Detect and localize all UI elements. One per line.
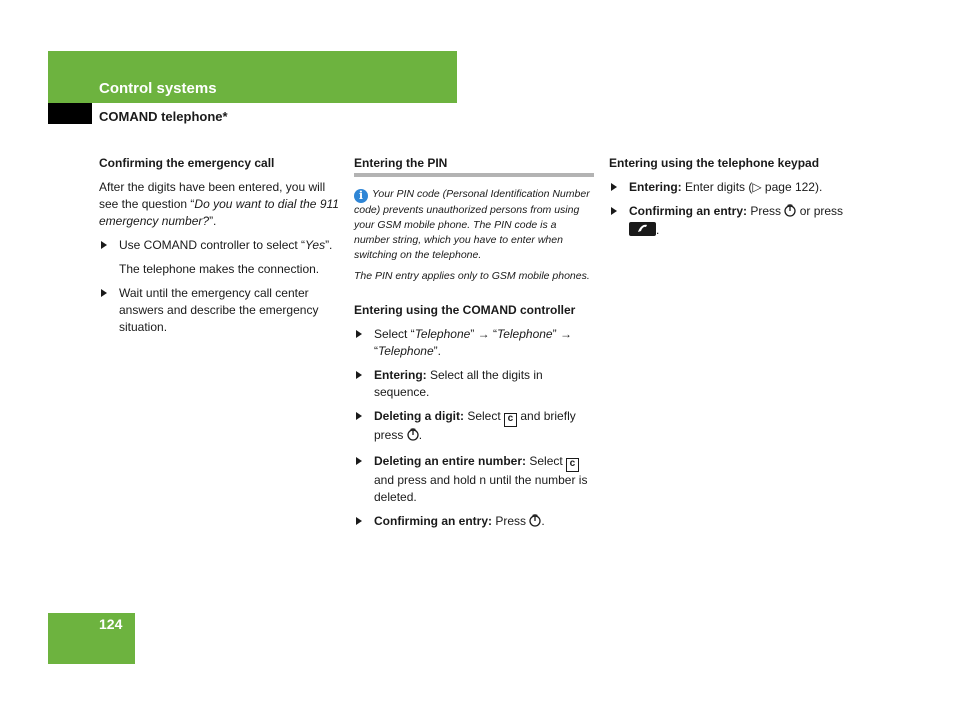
phone-send-key-icon xyxy=(629,222,656,236)
step-deleting-digit xyxy=(354,408,594,446)
step-text-end: ”. xyxy=(433,344,441,358)
menu-telephone-1: Telephone xyxy=(414,327,471,341)
result-text: The telephone makes the connection. xyxy=(119,262,320,276)
step-text: ” → “ xyxy=(470,327,497,341)
info-icon: i xyxy=(354,189,368,203)
menu-telephone-2: Telephone xyxy=(496,327,553,341)
step-select-yes xyxy=(99,237,341,254)
menu-telephone-3: Telephone xyxy=(378,344,434,358)
step-confirming-keypad xyxy=(609,203,849,239)
step-text-end: . xyxy=(656,223,660,237)
step-label: Entering: xyxy=(629,180,682,194)
chapter-tab-marker xyxy=(48,103,92,124)
column-entering-pin xyxy=(354,155,594,539)
c-key-icon: c xyxy=(504,413,517,427)
heading-entering-pin: Entering the PIN xyxy=(354,155,594,177)
step-text: and briefly press xyxy=(374,409,576,442)
gsm-note: The PIN entry applies only to GSM mobile phones. xyxy=(354,270,590,282)
c-key-icon: c xyxy=(566,458,579,472)
step-text: Select xyxy=(464,409,505,423)
step-deleting-number xyxy=(354,453,594,506)
section-title: Control systems xyxy=(99,80,217,97)
column-telephone-keypad xyxy=(609,155,849,246)
controller-knob-icon xyxy=(529,514,541,532)
step-text: Select xyxy=(526,454,567,468)
column-emergency-call xyxy=(99,155,341,343)
step-entering-digits xyxy=(609,179,849,196)
page-number: 124 xyxy=(99,616,123,632)
step-text-end: . xyxy=(541,514,545,528)
step-text: Select all the digits in sequence. xyxy=(374,368,543,399)
step-text-end: . xyxy=(418,428,423,442)
step-text: Press xyxy=(747,204,785,218)
step-label: Deleting a digit: xyxy=(374,409,464,423)
step-entering xyxy=(354,367,594,401)
intro-text-end: ”. xyxy=(209,214,217,228)
step-text-end: ”. xyxy=(325,238,333,252)
controller-knob-icon xyxy=(407,428,419,446)
pin-note-text: Your PIN code (Personal Identification Number code) prevents unauthorized persons from using your GSM mobile phone. The PIN code is a number string, which you have to enter when switching on the telephone. xyxy=(354,188,590,261)
controller-knob-icon xyxy=(784,204,796,222)
intro-paragraph xyxy=(99,179,341,230)
step-label: Entering: xyxy=(374,368,427,382)
step-text: ” → “ xyxy=(374,327,572,358)
step-label: Confirming an entry: xyxy=(629,204,748,218)
step-wait-call-center: Wait until the emergency call center answers and describe the emergency situation. xyxy=(99,285,341,336)
heading-telephone-keypad: Entering using the telephone keypad xyxy=(609,156,820,170)
heading-comand-controller: Entering using the COMAND controller xyxy=(354,303,576,317)
step-label: Deleting an entire number: xyxy=(374,454,527,468)
step-text: Select “ xyxy=(374,327,415,341)
intro-question: Do you want to dial the 911 emergency number? xyxy=(99,197,339,228)
step-text: and press and hold n until the number is deleted. xyxy=(374,473,588,504)
step-text: Enter digits (▷ page 122). xyxy=(681,180,823,194)
intro-text: After the digits have been entered, you will see the question “ xyxy=(99,180,326,211)
step-text: or press xyxy=(796,204,844,218)
step-text: Press xyxy=(492,514,530,528)
heading-confirming-emergency-call: Confirming the emergency call xyxy=(99,156,275,170)
step-select-telephone xyxy=(354,326,594,360)
page-subtitle: COMAND telephone* xyxy=(99,109,228,124)
step-text: Use COMAND controller to select “ xyxy=(119,238,306,252)
yes-option: Yes xyxy=(305,238,326,252)
step-confirming-entry xyxy=(354,513,594,532)
pin-note xyxy=(354,187,594,263)
step-label: Confirming an entry: xyxy=(374,514,493,528)
